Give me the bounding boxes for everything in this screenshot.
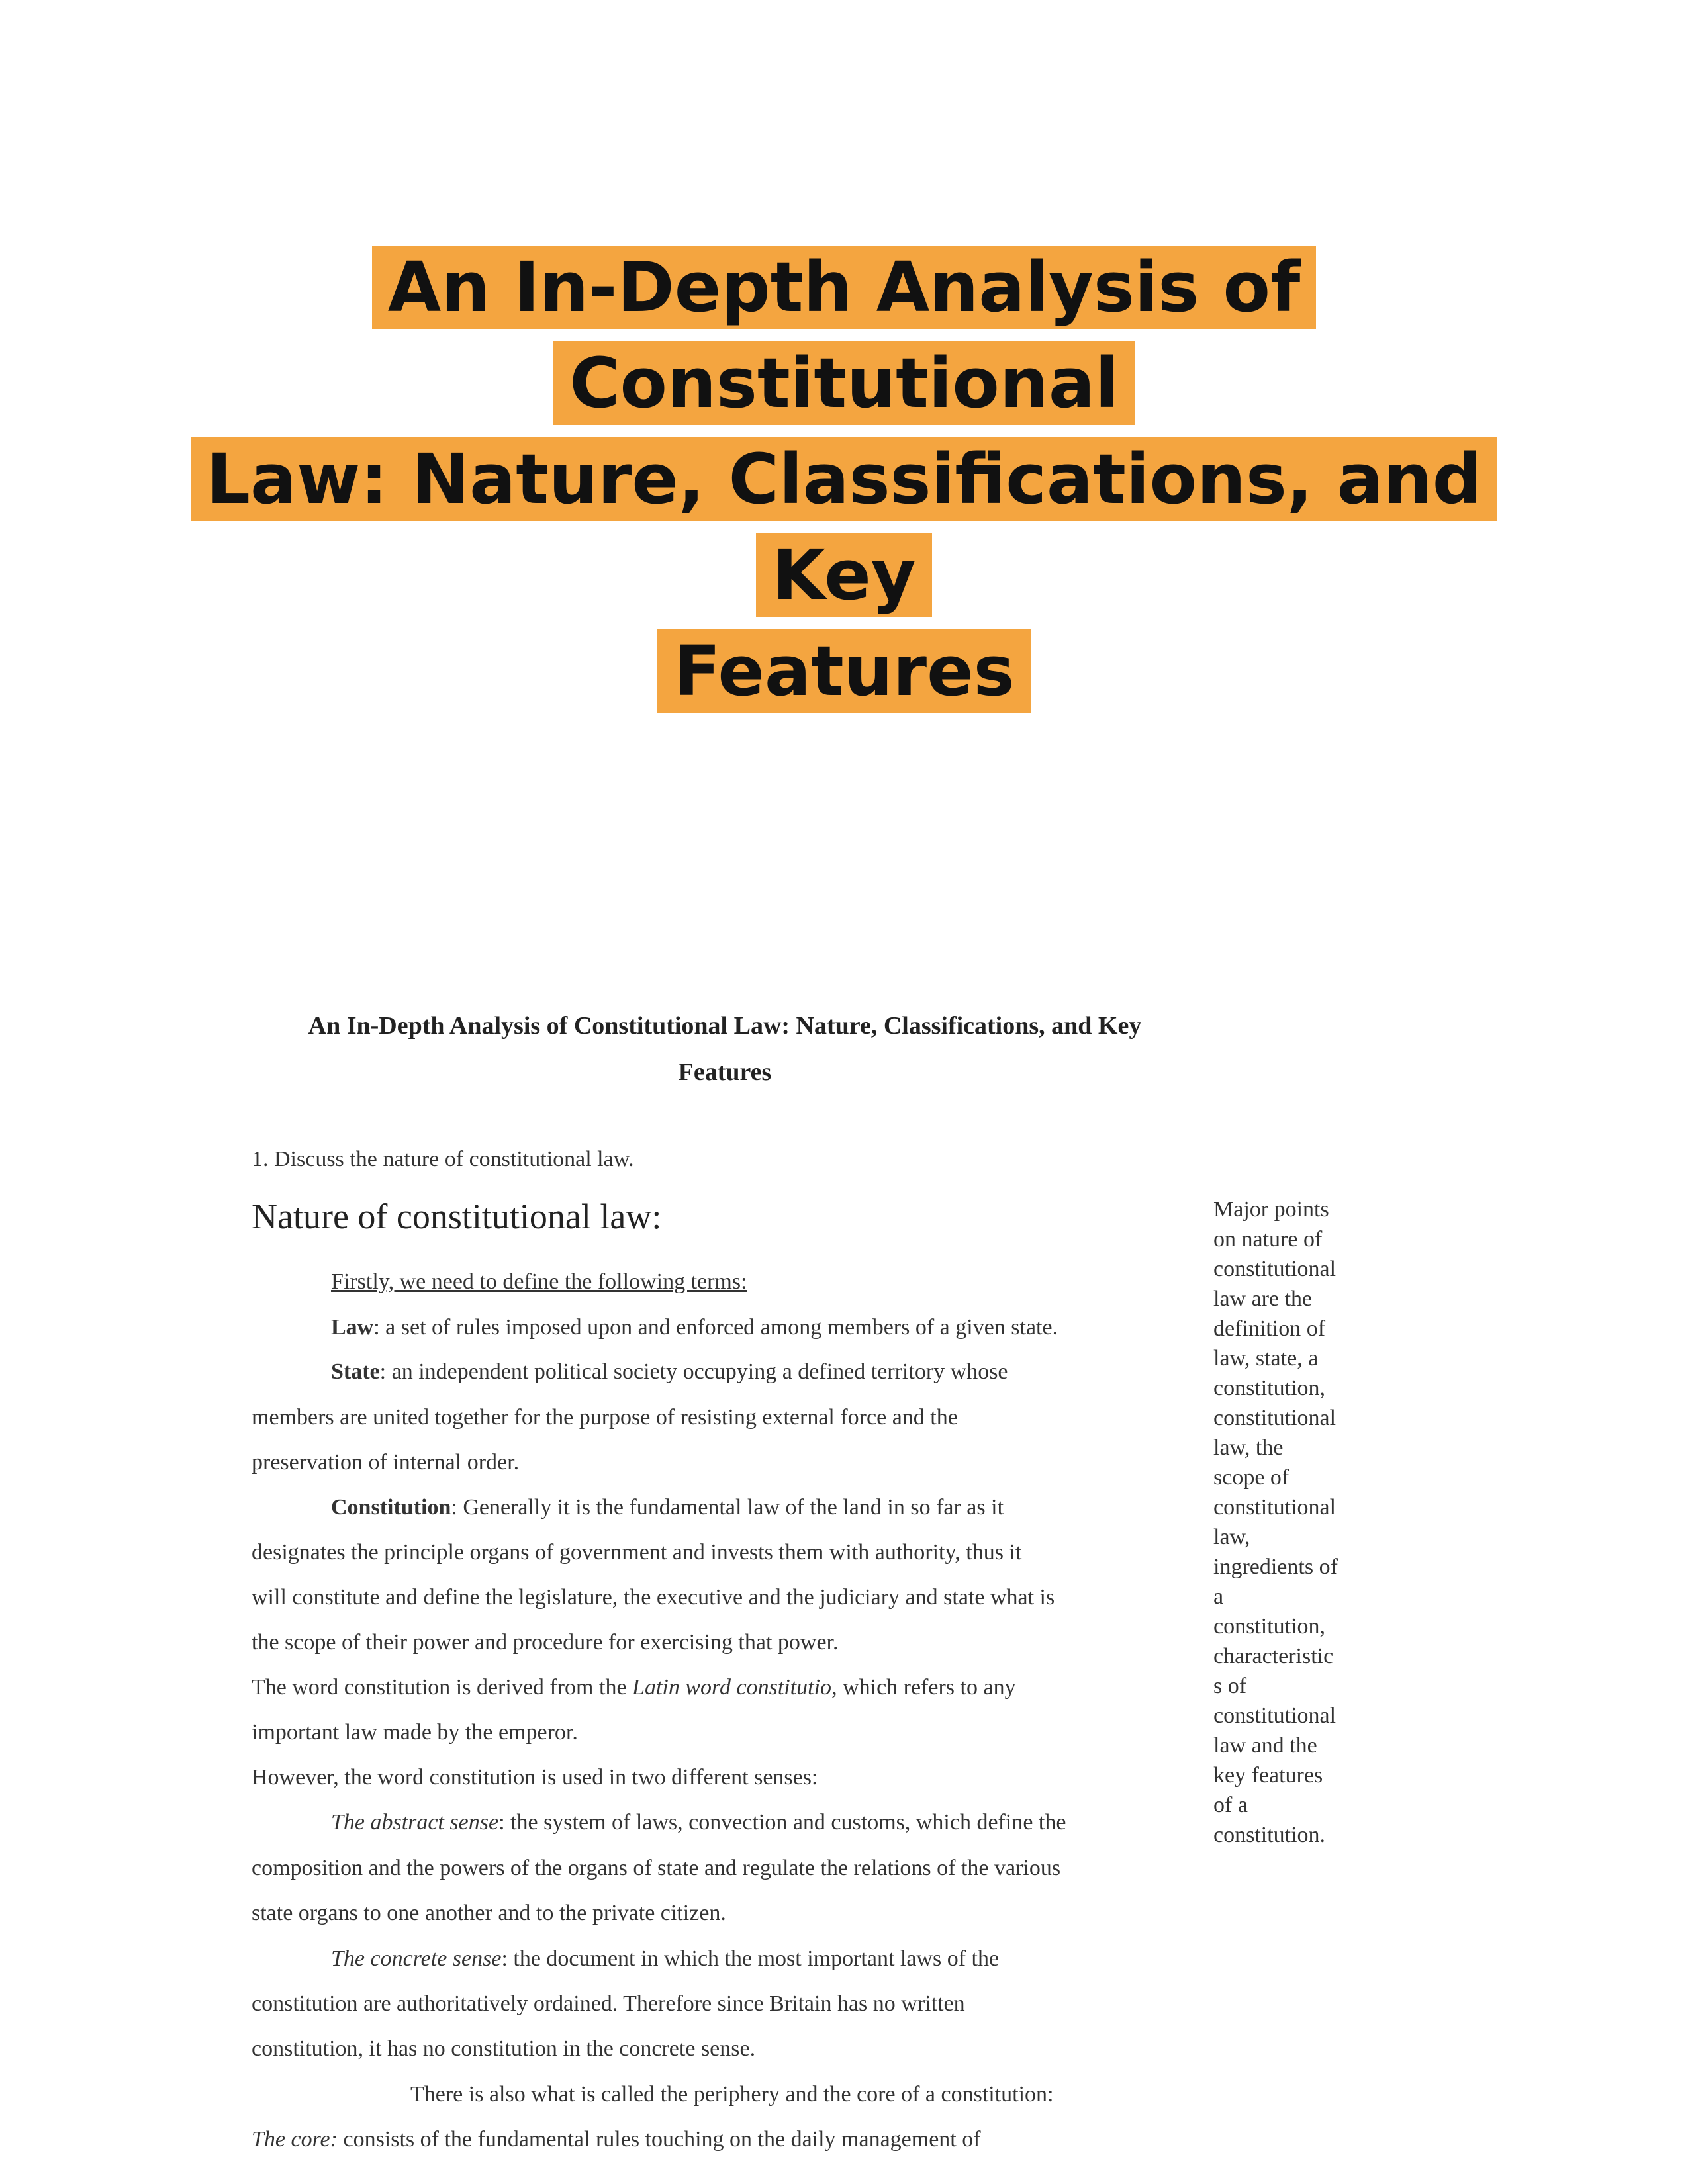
state-def-1: : an independent political society occupying a defined territory whose	[379, 1359, 1008, 1384]
constitution-definition-line-4: the scope of their power and procedure for exercising that power.	[252, 1630, 839, 1655]
abstract-term: The abstract sense	[331, 1810, 499, 1835]
state-definition-line-2: members are united together for the purpose of resisting external force and the	[252, 1405, 958, 1430]
margin-note-line: s of	[1213, 1674, 1247, 1698]
derivation-line-1	[252, 1674, 1016, 1701]
margin-note-line: constitutional	[1213, 1495, 1336, 1520]
margin-note	[1213, 1195, 1385, 1850]
abstract-def-1: : the system of laws, convection and customs, which define the	[498, 1810, 1066, 1835]
margin-note-line: constitution,	[1213, 1376, 1326, 1400]
state-term: State	[331, 1359, 380, 1384]
margin-note-line: law,	[1213, 1525, 1250, 1549]
core-definition	[252, 2126, 981, 2153]
margin-note-line: law, the	[1213, 1435, 1284, 1460]
margin-note-line: constitution,	[1213, 1614, 1326, 1639]
law-definition	[331, 1314, 1058, 1341]
abstract-sense-line-2: composition and the powers of the organs of state and regulate the relations of the various	[252, 1856, 1061, 1880]
margin-note-line: definition of	[1213, 1316, 1326, 1341]
constitution-definition-line-3: will constitute and define the legislature, the executive and the judiciary and state what is	[252, 1585, 1055, 1610]
concrete-def-1: : the document in which the most important laws of the	[501, 1946, 1000, 1971]
margin-note-line: constitutional	[1213, 1406, 1336, 1430]
core-term: The core:	[252, 2127, 338, 2152]
concrete-sense-line-2: constitution are authoritatively ordained. Therefore since Britain has no written	[252, 1991, 965, 2016]
question-text: 1. Discuss the nature of constitutional law.	[252, 1147, 634, 1171]
derivation-line-2: important law made by the emperor.	[252, 1720, 578, 1745]
constitution-definition-line-1	[331, 1494, 1004, 1521]
document-title-line-2: Features	[678, 1058, 772, 1086]
margin-note-line: on nature of	[1213, 1227, 1323, 1251]
margin-note-line: law, state, a	[1213, 1346, 1319, 1371]
abstract-sense-line-3: state organs to one another and to the private citizen.	[252, 1901, 726, 1925]
state-definition-line-3: preservation of internal order.	[252, 1450, 520, 1475]
margin-note-line: constitutional	[1213, 1704, 1336, 1728]
banner-title-line-1: An In-Depth Analysis of Constitutional	[372, 246, 1316, 425]
concrete-term: The concrete sense	[331, 1946, 502, 1971]
banner-title-line-2: Law: Nature, Classifications, and Key	[191, 437, 1498, 617]
periphery-text: There is also what is called the periphery and the core of a constitution:	[410, 2082, 1054, 2107]
constitution-def-1: : Generally it is the fundamental law of the land in so far as it	[451, 1495, 1004, 1520]
core-def: consists of the fundamental rules touching on the daily management of	[337, 2127, 981, 2152]
margin-note-line: law are the	[1213, 1287, 1313, 1311]
margin-note-line: constitutional	[1213, 1257, 1336, 1281]
margin-note-line: ingredients of	[1213, 1555, 1338, 1579]
derivation-text-c: , which refers to any	[831, 1675, 1016, 1700]
margin-note-line: law and the	[1213, 1733, 1317, 1758]
constitution-definition-line-2: designates the principle organs of government and invests them with authority, thus it	[252, 1540, 1022, 1565]
margin-note-line: key features	[1213, 1763, 1323, 1788]
abstract-sense-line-1	[331, 1809, 1066, 1836]
margin-note-line: constitution.	[1213, 1823, 1326, 1847]
section-heading: Nature of constitutional law:	[252, 1197, 662, 1236]
intro-text: Firstly, we need to define the following terms:	[331, 1269, 747, 1294]
margin-note-line: of a	[1213, 1793, 1248, 1817]
law-term: Law	[331, 1315, 374, 1340]
document-title-line-1: An In-Depth Analysis of Constitutional Law: Nature, Classifications, and Key	[308, 1012, 1142, 1040]
margin-note-line: scope of	[1213, 1465, 1289, 1490]
derivation-latin: Latin word constitutio	[632, 1675, 832, 1700]
concrete-sense-line-1	[331, 1946, 999, 1972]
law-def: : a set of rules imposed upon and enforced among members of a given state.	[373, 1315, 1058, 1340]
senses-intro: However, the word constitution is used in two different senses:	[252, 1765, 818, 1790]
margin-note-line: a	[1213, 1584, 1224, 1609]
document-title	[252, 1003, 1198, 1095]
margin-note-line: characteristic	[1213, 1644, 1334, 1668]
banner-title-line-3: Features	[657, 629, 1030, 713]
constitution-term: Constitution	[331, 1495, 451, 1520]
margin-note-line: Major points	[1213, 1197, 1329, 1222]
concrete-sense-line-3: constitution, it has no constitution in the concrete sense.	[252, 2036, 756, 2061]
derivation-text-a: The word constitution is derived from the	[252, 1675, 633, 1700]
state-definition-line-1	[331, 1359, 1008, 1385]
